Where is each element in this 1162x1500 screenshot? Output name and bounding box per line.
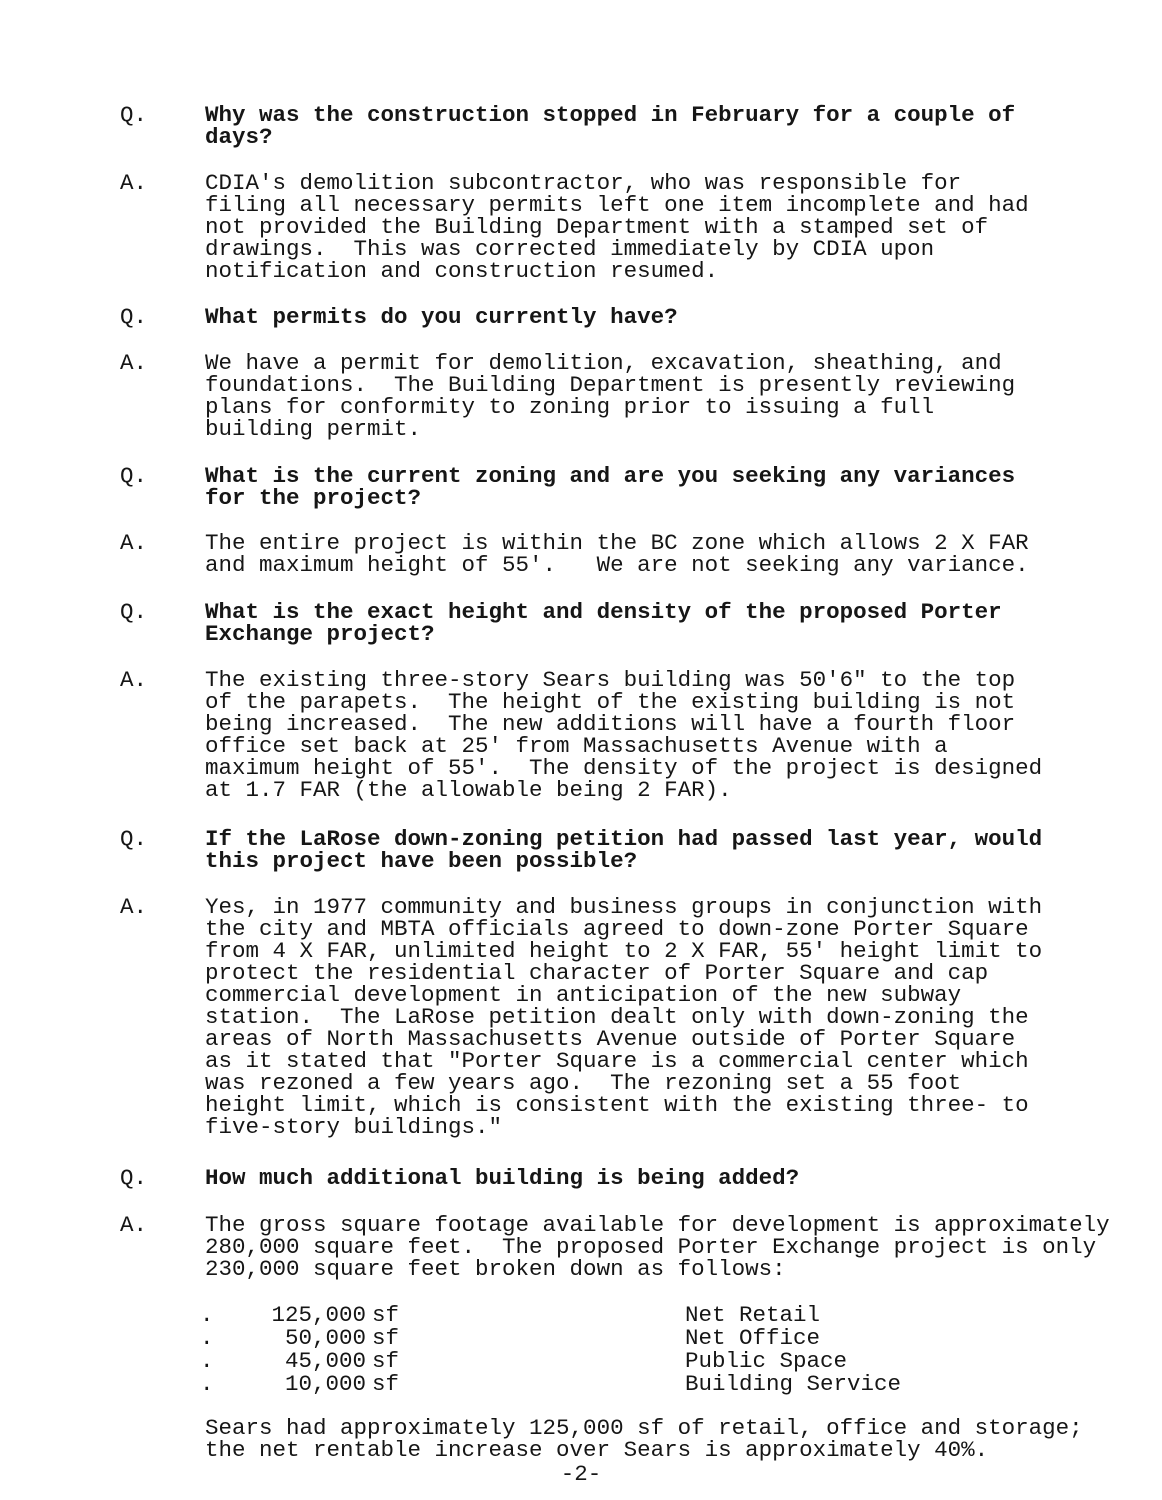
question-text <box>205 828 1042 872</box>
text-line: If the LaRose down-zoning petition had passed last year, would <box>205 826 1043 852</box>
text-line: the city and MBTA officials agreed to down-zone Porter Square <box>205 916 1029 942</box>
question-text <box>205 601 1002 645</box>
breakdown-row <box>0 1373 1162 1395</box>
bullet-marker: . <box>200 1348 214 1374</box>
area-unit: sf <box>372 1302 400 1328</box>
breakdown-row <box>0 1304 1162 1326</box>
text-line: building permit. <box>205 416 422 442</box>
bullet-marker: . <box>200 1302 214 1328</box>
space-category: Building Service <box>685 1371 902 1397</box>
page-number: -2- <box>560 1461 602 1487</box>
breakdown-row <box>0 1350 1162 1372</box>
answer-text <box>205 1214 1110 1280</box>
bullet-marker: . <box>200 1371 214 1397</box>
text-line: The gross square footage available for development is approximately <box>205 1212 1110 1238</box>
text-line: five-story buildings." <box>205 1114 503 1140</box>
question-label: Q. <box>120 304 148 330</box>
answer-label: A. <box>120 894 148 920</box>
text-line: 280,000 square feet. The proposed Porter Exchange project is only <box>205 1234 1097 1260</box>
area-unit: sf <box>372 1348 400 1374</box>
text-line: The entire project is within the BC zone which allows 2 X FAR <box>205 530 1029 556</box>
text-line: areas of North Massachusetts Avenue outside of Porter Square <box>205 1026 1016 1052</box>
area-amount: 125,000 <box>271 1302 366 1328</box>
text-line: filing all necessary permits left one item incomplete and had <box>205 192 1029 218</box>
question-text <box>205 104 1015 148</box>
space-category: Public Space <box>685 1348 848 1374</box>
text-line: office set back at 25' from Massachusetts Avenue with a <box>205 733 948 759</box>
text-line: maximum height of 55'. The density of the project is designed <box>205 755 1043 781</box>
text-line: of the parapets. The height of the existing building is not <box>205 689 1016 715</box>
answer-text <box>205 352 1015 440</box>
text-line: for the project? <box>205 485 422 511</box>
breakdown-row <box>0 1327 1162 1349</box>
answer-label: A. <box>120 350 148 376</box>
text-line: The existing three-story Sears building was 50'6" to the top <box>205 667 1016 693</box>
question-label: Q. <box>120 102 148 128</box>
text-line: CDIA's demolition subcontractor, who was responsible for <box>205 170 962 196</box>
text-line: Exchange project? <box>205 621 435 647</box>
answer-label: A. <box>120 1212 148 1238</box>
answer-text <box>205 896 1042 1138</box>
text-line: foundations. The Building Department is presently reviewing <box>205 372 1016 398</box>
text-line: days? <box>205 124 273 150</box>
question-label: Q. <box>120 826 148 852</box>
space-category: Net Office <box>685 1325 821 1351</box>
closing-paragraph <box>205 1417 1083 1461</box>
area-amount: 45,000 <box>284 1348 366 1374</box>
space-category: Net Retail <box>685 1302 821 1328</box>
text-line: was rezoned a few years ago. The rezoning set a 55 foot <box>205 1070 962 1096</box>
answer-label: A. <box>120 667 148 693</box>
text-line: drawings. This was corrected immediately by CDIA upon <box>205 236 935 262</box>
answer-label: A. <box>120 530 148 556</box>
question-text <box>205 306 678 328</box>
text-line: station. The LaRose petition dealt only with down-zoning the <box>205 1004 1029 1030</box>
text-line: plans for conformity to zoning prior to issuing a full <box>205 394 935 420</box>
answer-text <box>205 172 1029 282</box>
text-line: height limit, which is consistent with the existing three- to <box>205 1092 1029 1118</box>
text-line: being increased. The new additions will have a fourth floor <box>205 711 1016 737</box>
area-amount: 50,000 <box>284 1325 366 1351</box>
text-line: notification and construction resumed. <box>205 258 719 284</box>
area-unit: sf <box>372 1325 400 1351</box>
answer-text <box>205 669 1042 801</box>
text-line: How much additional building is being added? <box>205 1165 800 1191</box>
text-line: as it stated that "Porter Square is a commercial center which <box>205 1048 1029 1074</box>
area-amount: 10,000 <box>284 1371 366 1397</box>
question-text <box>205 1167 799 1189</box>
text-line: Sears had approximately 125,000 sf of retail, office and storage; <box>205 1415 1083 1441</box>
text-line: and maximum height of 55'. We are not seeking any variance. <box>205 552 1029 578</box>
bullet-marker: . <box>200 1325 214 1351</box>
question-text <box>205 465 1015 509</box>
text-line: protect the residential character of Porter Square and cap <box>205 960 989 986</box>
text-line: Yes, in 1977 community and business groups in conjunction with <box>205 894 1043 920</box>
answer-text <box>205 532 1029 576</box>
text-line: this project have been possible? <box>205 848 638 874</box>
question-label: Q. <box>120 1165 148 1191</box>
question-label: Q. <box>120 599 148 625</box>
text-line: We have a permit for demolition, excavation, sheathing, and <box>205 350 1002 376</box>
text-line: commercial development in anticipation of the new subway <box>205 982 962 1008</box>
text-line: from 4 X FAR, unlimited height to 2 X FAR, 55' height limit to <box>205 938 1043 964</box>
text-line: not provided the Building Department with a stamped set of <box>205 214 989 240</box>
text-line: the net rentable increase over Sears is approximately 40%. <box>205 1437 989 1463</box>
text-line: What is the current zoning and are you seeking any variances <box>205 463 1016 489</box>
text-line: Why was the construction stopped in February for a couple of <box>205 102 1016 128</box>
text-line: What is the exact height and density of the proposed Porter <box>205 599 1002 625</box>
text-line: What permits do you currently have? <box>205 304 678 330</box>
area-unit: sf <box>372 1371 400 1397</box>
text-line: 230,000 square feet broken down as follows: <box>205 1256 786 1282</box>
question-label: Q. <box>120 463 148 489</box>
text-line: at 1.7 FAR (the allowable being 2 FAR). <box>205 777 732 803</box>
answer-label: A. <box>120 170 148 196</box>
